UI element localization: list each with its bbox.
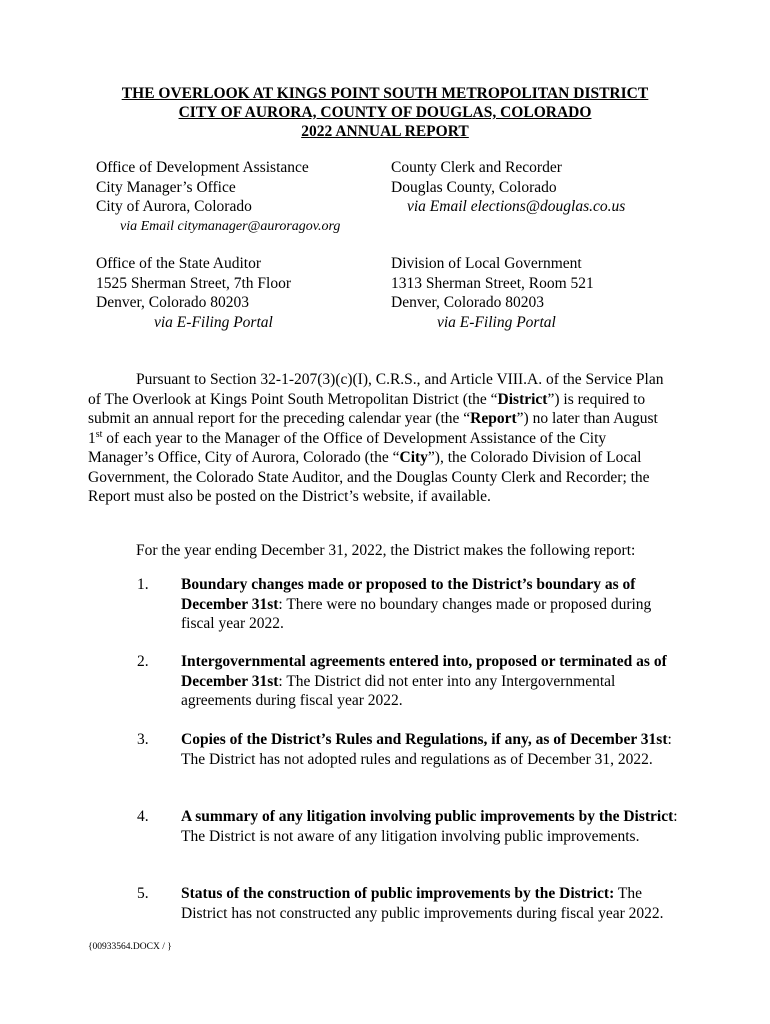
recipient-county-clerk — [391, 158, 625, 217]
lead-paragraph: For the year ending December 31, 2022, the District makes the following report: — [136, 542, 636, 559]
item-heading: Intergovernmental agreements entered into, proposed or terminated as of December 31st — [181, 653, 667, 690]
recipient-state-auditor — [96, 254, 291, 332]
title-line-2: CITY OF AURORA, COUNTY OF DOUGLAS, COLORADO — [178, 104, 592, 121]
item-heading: Boundary changes made or proposed to the District’s boundary as of December 31st — [181, 576, 636, 613]
report-item — [137, 730, 685, 769]
recipient-local-gov — [391, 254, 594, 332]
item-heading: Status of the construction of public improvements by the District: — [181, 885, 615, 902]
document-title — [0, 84, 770, 141]
recipient-line: City Manager’s Office — [96, 178, 236, 196]
item-heading: Copies of the District’s Rules and Regulations, if any, as of December 31st — [181, 731, 668, 748]
recipient-via: via Email elections@douglas.co.us — [407, 198, 626, 215]
item-number: 2. — [137, 653, 149, 670]
document-footer: {00933564.DOCX / } — [88, 942, 172, 952]
title-line-3: 2022 ANNUAL REPORT — [301, 123, 469, 140]
recipient-line: City of Aurora, Colorado — [96, 198, 252, 215]
report-item — [137, 652, 685, 711]
term-report: Report — [470, 410, 517, 427]
report-item — [137, 884, 685, 923]
term-district: District — [497, 390, 548, 408]
recipient-line: Denver, Colorado 80203 — [391, 294, 545, 311]
recipient-via: via E-Filing Portal — [437, 313, 556, 331]
recipient-line: 1525 Sherman Street, 7th Floor — [96, 274, 292, 292]
recipient-dev-assistance — [96, 158, 340, 236]
intro-paragraph: Pursuant to Section 32-1-207(3)(c)(I), C.R.S., and Article VIII.A. of the Service Plan of The Overlook at Kings Point South Metropolitan District (the “District”) is required to submit an annual report for the preceding calendar year (the “Report”) no later than August 1st of each year to the Manager of the Office of Development Assistance of the City Manager’s Office, City of Aurora, Colorado (the “City”), the Colorado Division of Local Government, the Colorado State Auditor, and the Douglas County Clerk and Recorder; the Report must also be posted on the District’s website, if available. — [88, 371, 664, 505]
recipient-via: via E-Filing Portal — [154, 313, 273, 331]
recipient-line: County Clerk and Recorder — [391, 159, 562, 176]
report-item — [137, 807, 685, 846]
item-text: : The District is not aware of any litigation involving public improvements. — [181, 808, 678, 845]
recipient-line: Office of the State Auditor — [96, 255, 262, 272]
item-number: 3. — [137, 731, 149, 748]
item-text: : The District has not adopted rules and regulations as of December 31, 2022. — [181, 731, 672, 768]
recipient-line: Division of Local Government — [391, 255, 582, 272]
recipient-line: Denver, Colorado 80203 — [96, 294, 250, 311]
title-line-1: THE OVERLOOK AT KINGS POINT SOUTH METROPOLITAN DISTRICT — [121, 85, 649, 102]
item-text: : There were no boundary changes made or proposed during fiscal year 2022. — [181, 595, 652, 632]
report-item — [137, 575, 685, 634]
term-city: City — [399, 449, 428, 466]
recipient-line: Douglas County, Colorado — [391, 178, 557, 196]
item-text: The District has not constructed any public improvements during fiscal year 2022. — [181, 885, 664, 922]
item-number: 4. — [137, 808, 149, 825]
item-number: 5. — [137, 885, 149, 902]
item-heading: A summary of any litigation involving public improvements by the District — [181, 808, 674, 825]
item-text: : The District did not enter into any Intergovernmental agreements during fiscal year 2022. — [181, 672, 616, 709]
recipient-via: via Email citymanager@auroragov.org — [120, 218, 341, 234]
recipient-line: 1313 Sherman Street, Room 521 — [391, 274, 594, 292]
item-number: 1. — [137, 576, 149, 593]
recipient-line: Office of Development Assistance — [96, 159, 309, 176]
